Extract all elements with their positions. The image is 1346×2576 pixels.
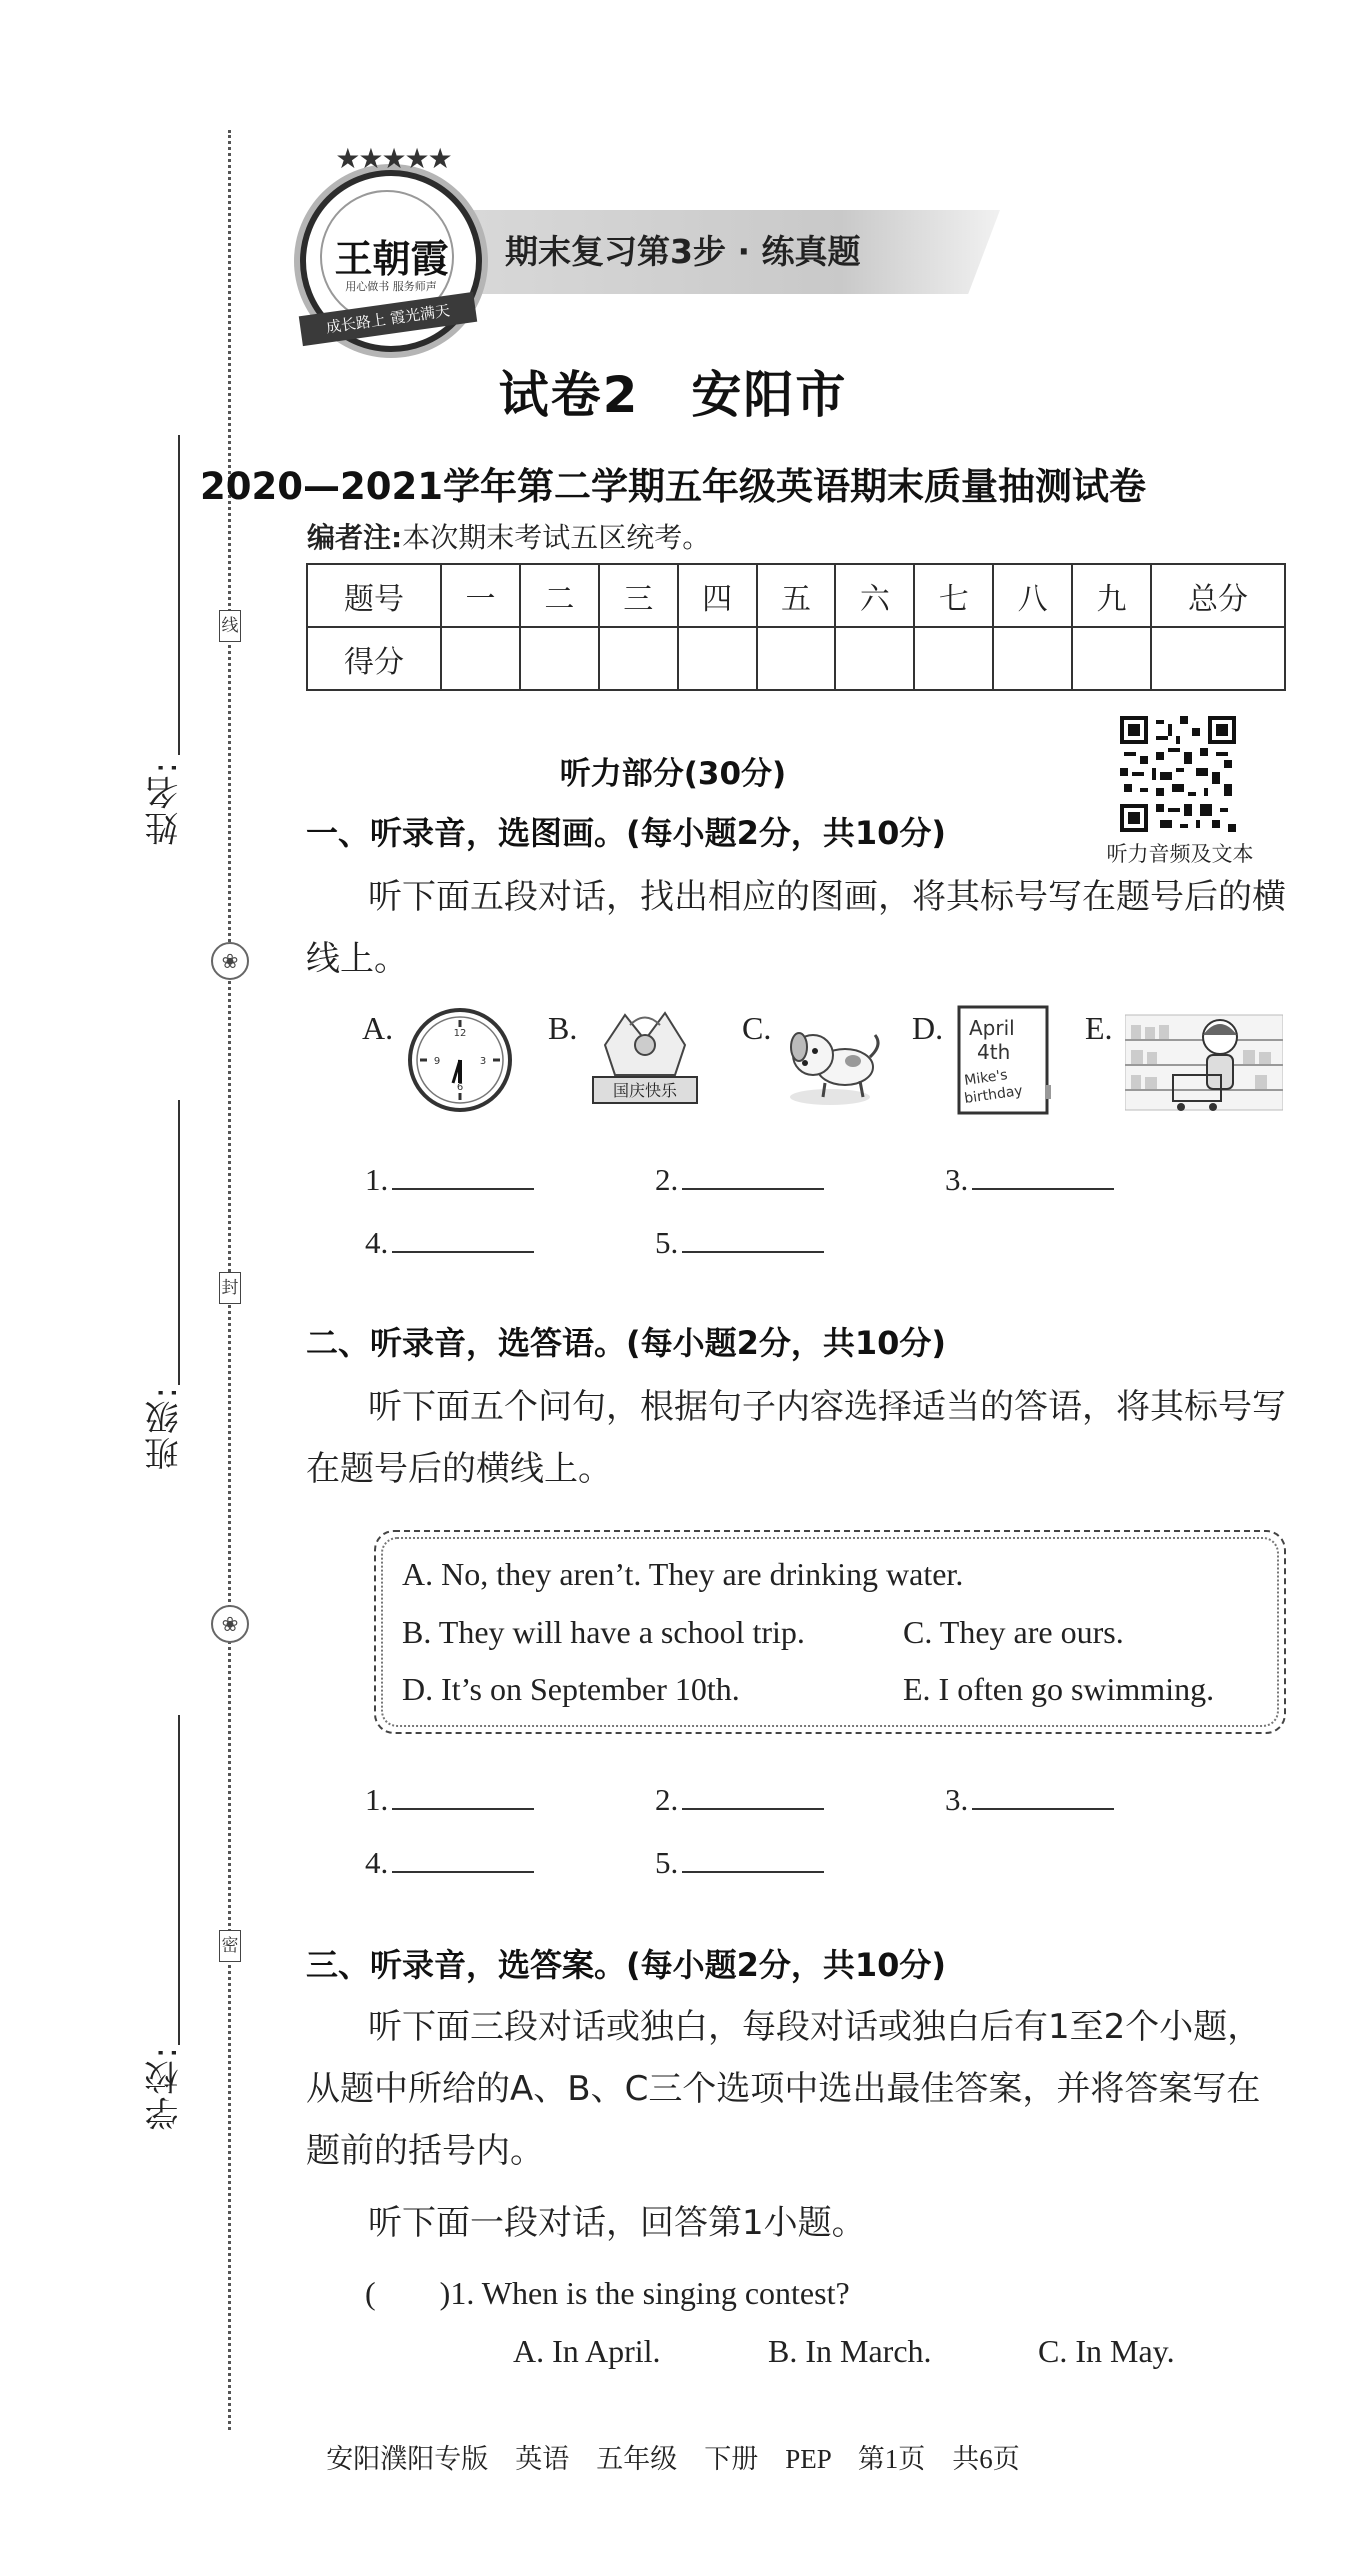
section1-blank-5[interactable]: 5.	[655, 1225, 824, 1261]
section2-blank-3[interactable]: 3.	[945, 1782, 1114, 1818]
option-e: E. I often go swimming.	[903, 1671, 1215, 1707]
paper-subtitle: 2020—2021学年第二学期五年级英语期末质量抽测试卷	[200, 465, 1146, 508]
calendar-picture	[955, 1005, 1055, 1117]
section2-instruction: 听下面五个问句，根据句子内容选择适当的答语，将其标号写在题号后的横线上。	[306, 1387, 1286, 1489]
section3-sub-instruction: 听下面一段对话，回答第1小题。	[368, 2203, 866, 2243]
section1-blank-4[interactable]: 4.	[365, 1225, 534, 1261]
section2-blank-1[interactable]: 1.	[365, 1782, 534, 1818]
option-b: B. They will have a school trip.	[402, 1614, 805, 1650]
editor-note: 编者注:本次期末考试五区统考。	[307, 521, 711, 554]
option-d: D. It’s on September 10th.	[402, 1671, 740, 1707]
svg-text:9: 9	[433, 1056, 441, 1067]
picture-label-b: B.	[548, 1010, 578, 1046]
calendar-day: 4th	[977, 1040, 1011, 1064]
section2-heading: 二、听录音，选答语。(每小题2分，共10分)	[306, 1324, 947, 1362]
name-label: 姓名:	[145, 760, 185, 846]
class-label: 班级:	[145, 1385, 185, 1471]
clock-picture	[405, 1005, 515, 1115]
choice-a: A. In April.	[513, 2333, 661, 2369]
calendar-note-line1: Mike's	[963, 1067, 1009, 1089]
school-label: 学校:	[145, 2045, 185, 2131]
score-table-score-row: 得分	[307, 627, 1285, 690]
choice-b: B. In March.	[768, 2333, 932, 2369]
question-1[interactable]: ( )1. When is the singing contest?	[365, 2275, 850, 2311]
svg-text:3: 3	[479, 1056, 487, 1067]
picture-sign-text: 国庆快乐	[612, 1081, 678, 1100]
swirl-ornament-icon: ❀	[211, 1605, 249, 1643]
picture-label-e: E.	[1085, 1010, 1113, 1046]
section2-blank-5[interactable]: 5.	[655, 1845, 824, 1881]
header-banner-text: 期末复习第3步 · 练真题	[505, 232, 861, 271]
option-a: A. No, they aren’t. They are drinking water.	[402, 1556, 964, 1592]
picture-label-c: C.	[742, 1010, 772, 1046]
section3-instruction: 听下面三段对话或独白，每段对话或独白后有1至2个小题，从题中所给的A、B、C三个选项中选出最佳答案，并将答案写在题前的括号内。	[306, 2007, 1262, 2171]
score-table	[306, 563, 1286, 691]
class-blank-line	[178, 1100, 180, 1385]
section2-blank-4[interactable]: 4.	[365, 1845, 534, 1881]
score-table-header-row: 题号 一 二 三 四 五 六 七 八 九 总分	[307, 564, 1285, 627]
publisher-logo: ★★★★★ 王朝霞 用心做书 服务师声 成长路上 霞光满天	[300, 170, 482, 352]
listening-section-header: 听力部分(30分)	[559, 756, 787, 792]
svg-text:12: 12	[453, 1028, 467, 1039]
choice-c: C. In May.	[1038, 2333, 1175, 2369]
swirl-ornament-icon: ❀	[211, 942, 249, 980]
calendar-month: April	[969, 1016, 1015, 1040]
picture-label-a: A.	[362, 1010, 394, 1046]
stars-icon: ★★★★★	[335, 142, 451, 175]
seal-char-line: 线	[219, 610, 241, 642]
qr-caption: 听力音频及文本	[1106, 842, 1254, 866]
option-c: C. They are ours.	[903, 1614, 1124, 1650]
section2-blank-2[interactable]: 2.	[655, 1782, 824, 1818]
seal-char-seal: 封	[219, 1272, 241, 1304]
calendar-note-line2: birthday	[963, 1082, 1024, 1107]
puppy-picture	[775, 1005, 885, 1115]
section1-blank-3[interactable]: 3.	[945, 1162, 1114, 1198]
school-blank-line	[178, 1715, 180, 2045]
section1-blank-2[interactable]: 2.	[655, 1162, 824, 1198]
section3-heading: 三、听录音，选答案。(每小题2分，共10分)	[306, 1946, 947, 1984]
section1-blank-1[interactable]: 1.	[365, 1162, 534, 1198]
section1-instruction: 听下面五段对话，找出相应的图画，将其标号写在题号后的横线上。	[306, 877, 1286, 979]
national-day-picture	[585, 1005, 705, 1115]
paper-title: 试卷2 安阳市	[498, 366, 848, 424]
supermarket-picture	[1125, 1005, 1283, 1115]
seal-char-secret: 密	[219, 1930, 241, 1962]
svg-text:6: 6	[456, 1082, 464, 1093]
section1-heading: 一、听录音，选图画。(每小题2分，共10分)	[306, 814, 947, 852]
page-footer: 安阳濮阳专版 英语 五年级 下册 PEP 第1页 共6页	[326, 2444, 1020, 2474]
picture-label-d: D.	[912, 1010, 944, 1046]
